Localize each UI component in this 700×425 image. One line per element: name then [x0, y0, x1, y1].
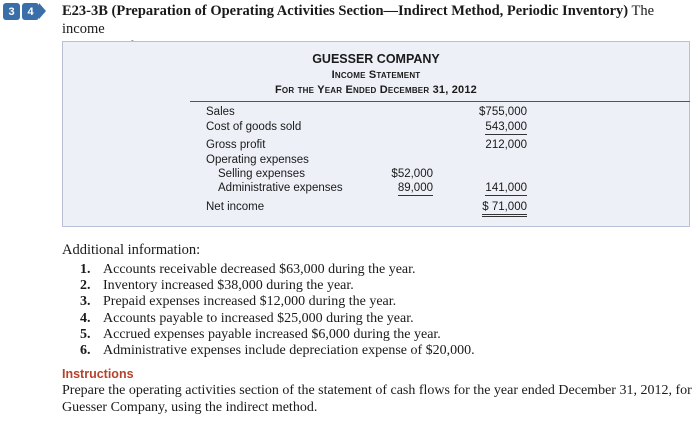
operating-expenses-total: 141,000: [485, 182, 527, 194]
income-statement: [62, 41, 690, 227]
item-text: Prepaid expenses increased $12,000 during the year.: [103, 294, 397, 310]
instructions-heading: Instructions: [62, 367, 134, 381]
item-text: Administrative expenses include depreciation expense of $20,000.: [103, 343, 475, 359]
list-item: [80, 327, 475, 343]
selling-expenses-label: Selling expenses: [218, 168, 305, 180]
item-number: 5.: [80, 326, 91, 342]
net-income-amount: $ 71,000: [482, 201, 527, 217]
objective-badge-3: 3: [3, 3, 20, 20]
company-name: GUESSER COMPANY: [312, 52, 440, 66]
list-item: [80, 294, 475, 310]
sales-amount: $755,000: [479, 106, 527, 118]
instructions-body: Prepare the operating activities section of the statement of cash flows for the year ended December 31, 2012, for Guesser Company, using the indirect method.: [62, 383, 692, 415]
objective-badge-4: 4: [22, 3, 39, 20]
list-item: [80, 278, 475, 294]
gross-profit-label: Gross profit: [206, 139, 266, 151]
problem-title: E23-3B (Preparation of Operating Activities Section—Indirect Method, Periodic Inventory): [62, 3, 629, 19]
administrative-expenses-label: Administrative expenses: [218, 182, 343, 194]
administrative-expenses-amount: 89,000: [397, 182, 433, 194]
net-income-label: Net income: [206, 201, 265, 213]
problem-intro-rest: The income: [62, 3, 655, 37]
sales-label: Sales: [206, 106, 235, 118]
item-text: Accounts receivable decreased $63,000 during the year.: [103, 262, 416, 277]
item-number: 6.: [80, 343, 91, 359]
gross-profit-amount: 212,000: [485, 139, 527, 151]
badge-arrow-icon: [39, 3, 46, 19]
statement-name: Income Statement: [331, 69, 421, 81]
item-text: Inventory increased $38,000 during the year.: [103, 278, 354, 294]
item-number: 1.: [80, 262, 91, 277]
additional-info-list: [80, 262, 475, 359]
operating-expenses-label: Operating expenses: [206, 154, 309, 166]
additional-info-heading: Additional information:: [62, 242, 201, 258]
item-number: 2.: [80, 278, 91, 294]
item-text: Accounts payable to increased $25,000 during the year.: [103, 310, 414, 326]
cogs-label: Cost of goods sold: [206, 121, 302, 133]
item-text: Accrued expenses payable increased $6,000 during the year.: [103, 326, 441, 342]
list-item: [80, 343, 475, 359]
selling-expenses-amount: $52,000: [391, 168, 433, 180]
item-number: 4.: [80, 310, 91, 326]
statement-period: For the Year Ended December 31, 2012: [275, 84, 477, 96]
item-number: 3.: [80, 294, 91, 310]
list-item: [80, 311, 475, 327]
list-item: [80, 262, 475, 278]
cogs-amount: 543,000: [485, 121, 527, 133]
header-divider: [190, 101, 690, 102]
